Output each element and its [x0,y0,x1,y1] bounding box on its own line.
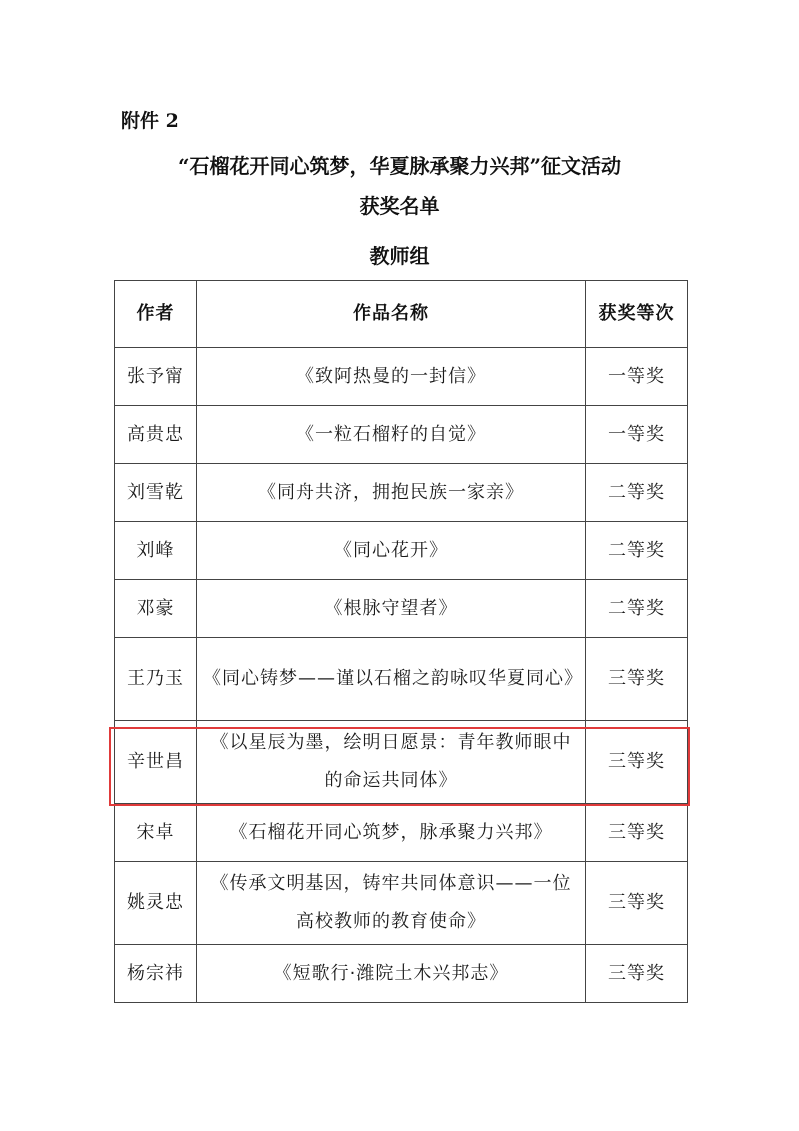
author-cell: 邓豪 [115,580,197,638]
table-row [115,862,688,945]
table-header-row [115,281,688,348]
award-cell: 二等奖 [586,464,688,522]
awards-table [114,280,688,1003]
table-row [115,464,688,522]
work-cell: 《致阿热曼的一封信》 [197,348,586,406]
award-cell: 三等奖 [586,638,688,721]
author-cell: 刘峰 [115,522,197,580]
award-cell: 一等奖 [586,406,688,464]
work-cell: 《同舟共济，拥抱民族一家亲》 [197,464,586,522]
work-cell: 《根脉守望者》 [197,580,586,638]
work-cell: 《石榴花开同心筑梦，脉承聚力兴邦》 [197,804,586,862]
table-row [115,804,688,862]
author-cell: 高贵忠 [115,406,197,464]
table-row [115,580,688,638]
award-cell: 三等奖 [586,804,688,862]
header-work: 作品名称 [197,281,586,348]
header-award: 获奖等次 [586,281,688,348]
table-row [115,945,688,1003]
table-row [115,406,688,464]
award-cell: 三等奖 [586,945,688,1003]
award-cell: 三等奖 [586,862,688,945]
header-author: 作者 [115,281,197,348]
author-cell: 姚灵忠 [115,862,197,945]
author-cell: 辛世昌 [115,721,197,804]
work-cell: 《短歌行·潍院土木兴邦志》 [197,945,586,1003]
document-title: “石榴花开同心筑梦，华夏脉承聚力兴邦”征文活动 [177,154,621,178]
attachment-label: 附件 2 [121,110,179,132]
author-cell: 张予甯 [115,348,197,406]
author-cell: 刘雪乾 [115,464,197,522]
table-row [115,348,688,406]
author-cell: 杨宗祎 [115,945,197,1003]
award-cell: 二等奖 [586,580,688,638]
award-cell: 一等奖 [586,348,688,406]
table-row [115,522,688,580]
document-subtitle: 获奖名单 [359,194,440,218]
work-cell: 《传承文明基因，铸牢共同体意识——一位高校教师的教育使命》 [197,862,586,945]
group-label: 教师组 [369,244,430,268]
award-cell: 三等奖 [586,721,688,804]
work-cell: 《一粒石榴籽的自觉》 [197,406,586,464]
work-cell: 《同心花开》 [197,522,586,580]
author-cell: 王乃玉 [115,638,197,721]
award-cell: 二等奖 [586,522,688,580]
table-row [115,638,688,721]
work-cell: 《以星辰为墨，绘明日愿景：青年教师眼中的命运共同体》 [197,721,586,804]
work-cell: 《同心铸梦——谨以石榴之韵咏叹华夏同心》 [197,638,586,721]
table-row-highlighted [115,721,688,804]
author-cell: 宋卓 [115,804,197,862]
